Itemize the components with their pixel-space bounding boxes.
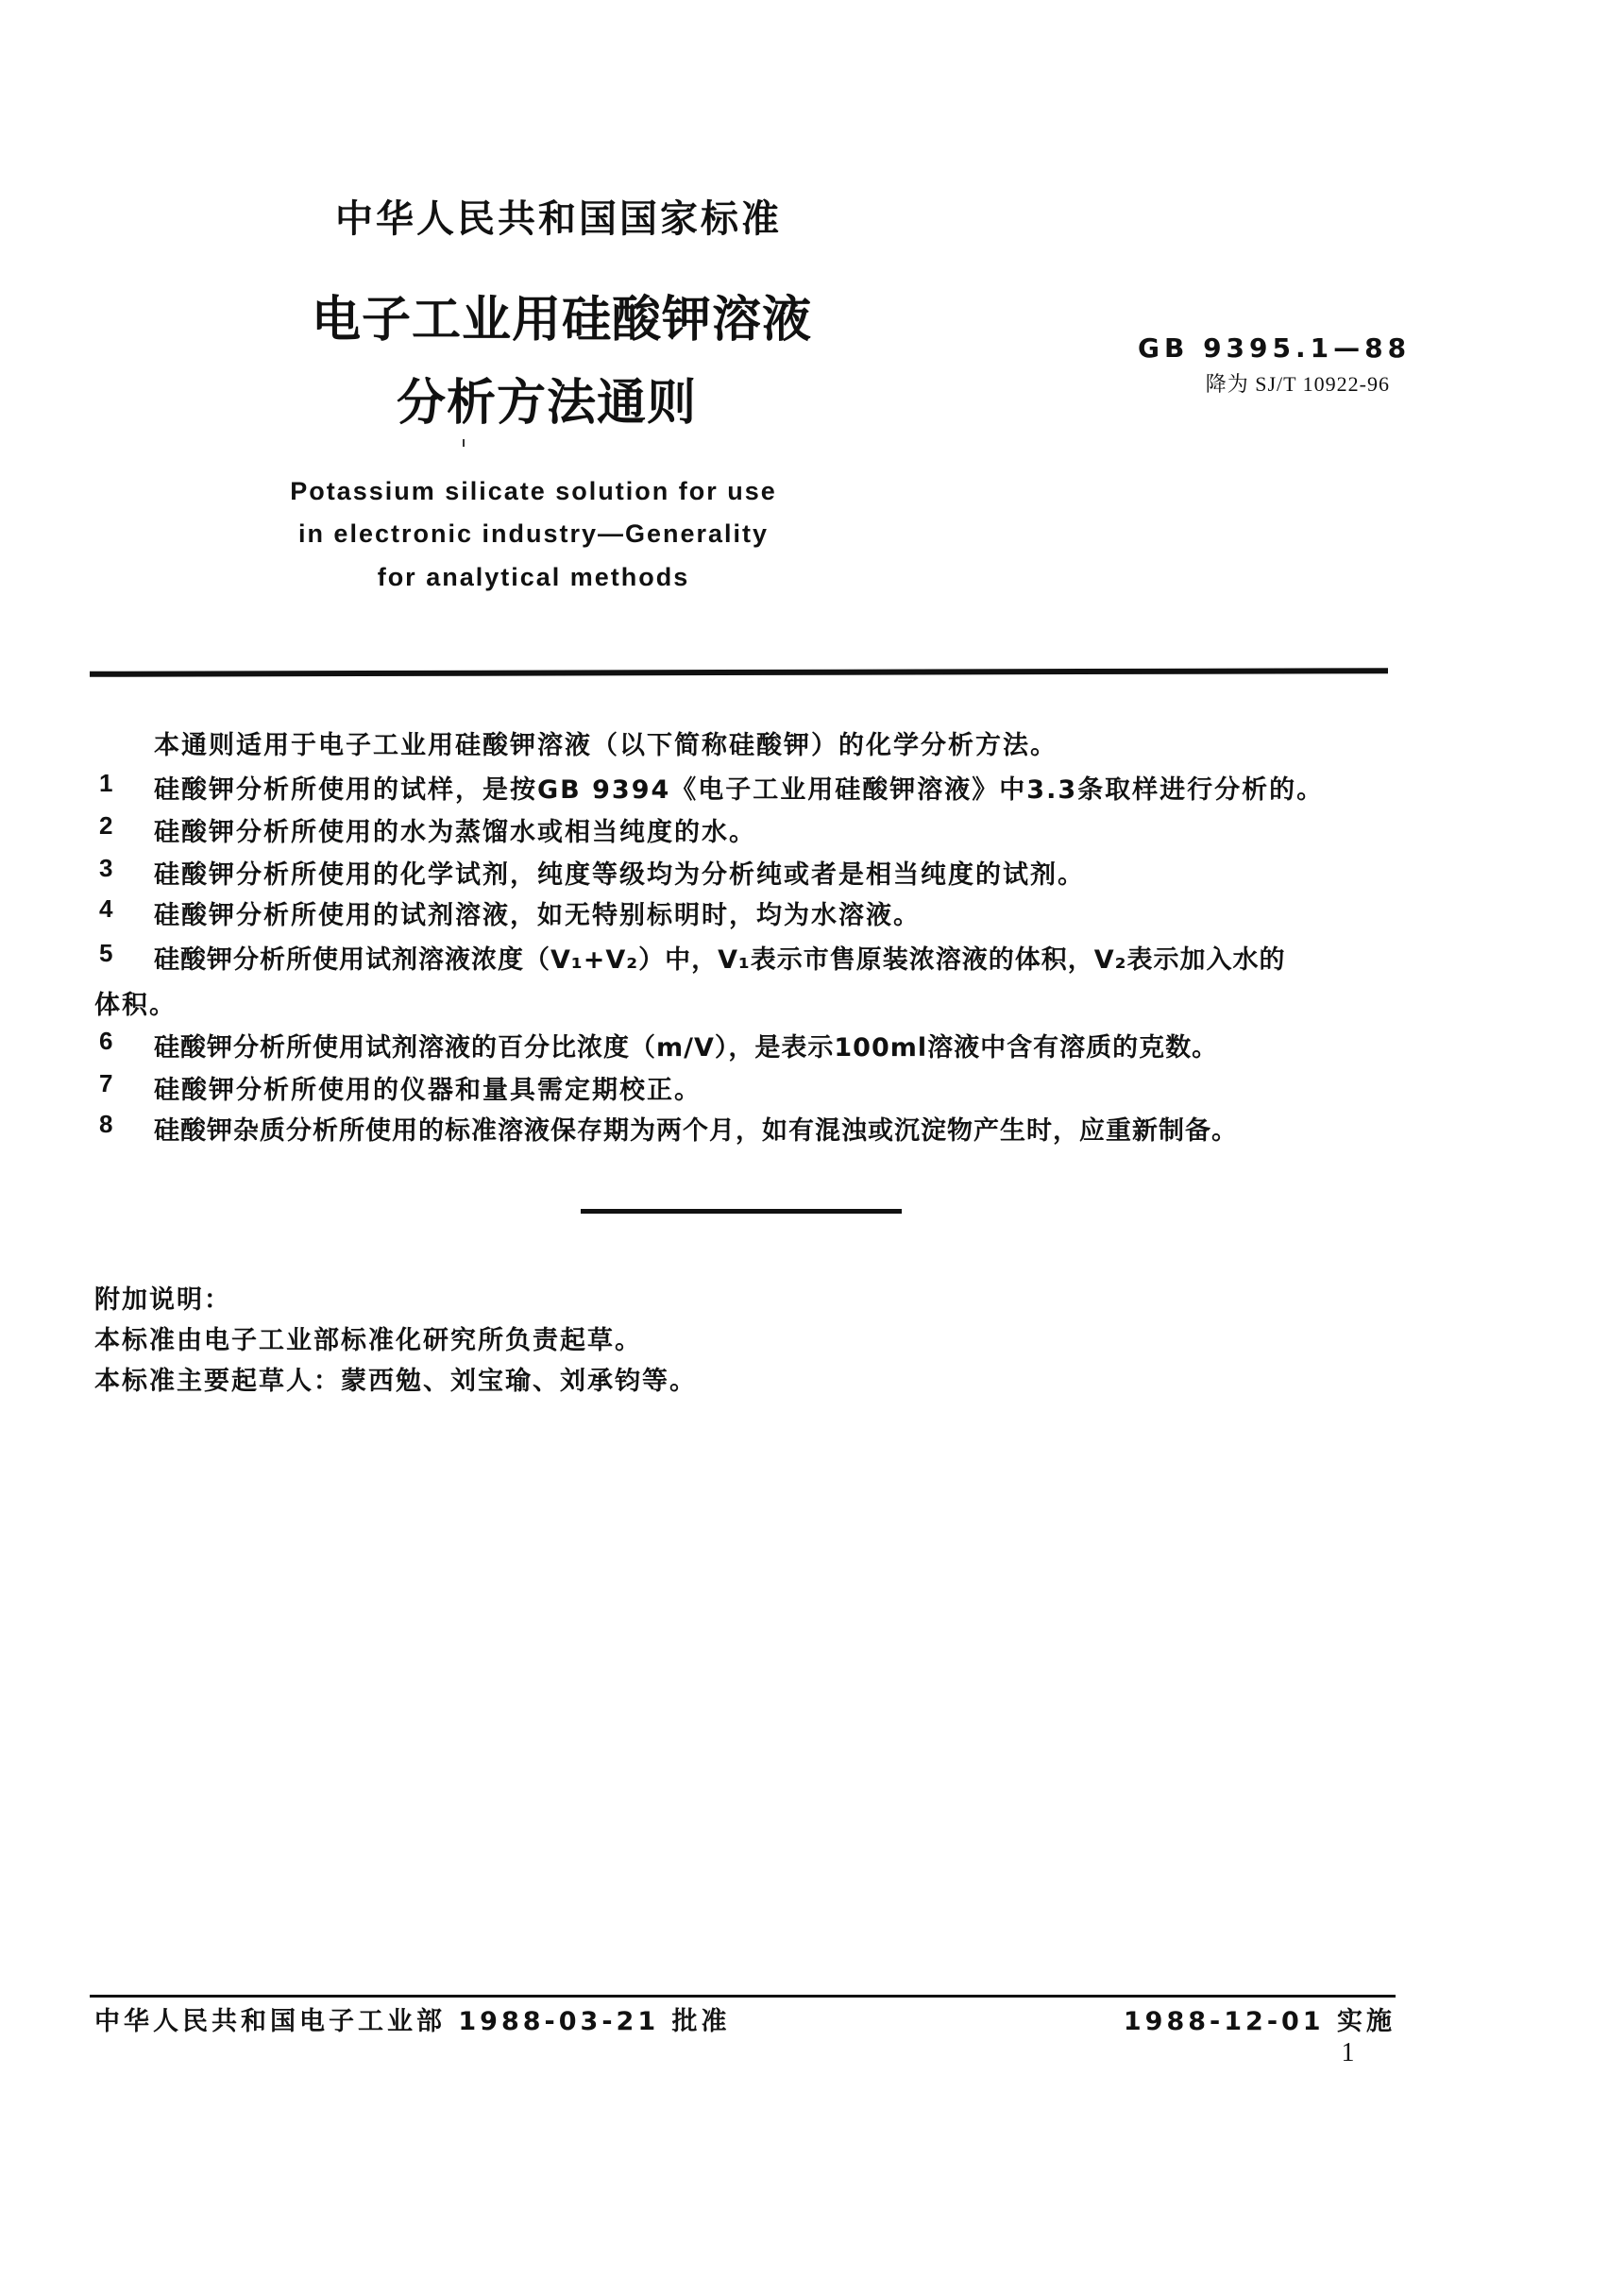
clause-number: 4 — [99, 894, 113, 923]
intro-paragraph: 本通则适用于电子工业用硅酸钾溶液（以下简称硅酸钾）的化学分析方法。 — [154, 731, 1058, 760]
footer-divider — [90, 1995, 1396, 1998]
english-title-line-1: Potassium silicate solution for use — [290, 477, 777, 505]
appendix-line: 本标准主要起草人：蒙西勉、刘宝瑜、刘承钧等。 — [94, 1367, 697, 1396]
clause-text: 硅酸钾分析所使用试剂溶液浓度（V₁+V₂）中，V₁表示市售原装浓溶液的体积，V₂表示加入水的 — [154, 945, 1286, 975]
clause-text: 硅酸钾杂质分析所使用的标准溶液保存期为两个月，如有混浊或沉淀物产生时，应重新制备。 — [154, 1116, 1238, 1146]
document-title-line-2: 分析方法通则 — [397, 375, 698, 432]
clause-number: 7 — [99, 1069, 113, 1097]
clause-text: 硅酸钾分析所使用试剂溶液的百分比浓度（m/V），是表示100ml溶液中含有溶质的克数。 — [154, 1033, 1219, 1063]
clause-number: 1 — [99, 769, 113, 797]
appendix-line: 本标准由电子工业部标准化研究所负责起草。 — [94, 1326, 642, 1355]
document-title-line-1: 电子工业用硅酸钾溶液 — [312, 292, 813, 349]
scan-speck — [463, 439, 465, 447]
clause-text: 硅酸钾分析所使用的仪器和量具需定期校正。 — [154, 1076, 702, 1105]
clause-number: 3 — [99, 854, 113, 882]
english-title-line-3: for analytical methods — [377, 563, 690, 591]
clause-number: 6 — [99, 1027, 113, 1055]
clause-number: 2 — [99, 811, 113, 840]
appendix-heading: 附加说明： — [94, 1285, 231, 1315]
standard-type-heading: 中华人民共和国国家标准 — [335, 197, 782, 241]
clause-text: 硅酸钾分析所使用的试剂溶液，如无特别标明时，均为水溶液。 — [154, 901, 921, 930]
section-divider — [581, 1209, 902, 1214]
clause-text-continuation: 体积。 — [94, 991, 177, 1020]
page-number: 1 — [1341, 2038, 1355, 2067]
clause-number: 8 — [99, 1110, 113, 1138]
standard-code: GB 9395.1—88 — [1138, 332, 1412, 364]
standard-code-note: 降为 SJ/T 10922-96 — [1205, 372, 1390, 396]
english-title-line-2: in electronic industry—Generality — [297, 519, 770, 548]
clause-number: 5 — [99, 939, 113, 967]
approval-date: 中华人民共和国电子工业部 1988-03-21 批准 — [94, 2007, 731, 2036]
clause-text: 硅酸钾分析所使用的化学试剂，纯度等级均为分析纯或者是相当纯度的试剂。 — [154, 860, 1085, 890]
header-divider — [90, 668, 1388, 677]
clause-text: 硅酸钾分析所使用的水为蒸馏水或相当纯度的水。 — [154, 818, 756, 847]
clause-text: 硅酸钾分析所使用的试样，是按GB 9394《电子工业用硅酸钾溶液》中3.3条取样进行分析的。 — [154, 775, 1325, 805]
effective-date: 1988-12-01 实施 — [1123, 2007, 1396, 2036]
